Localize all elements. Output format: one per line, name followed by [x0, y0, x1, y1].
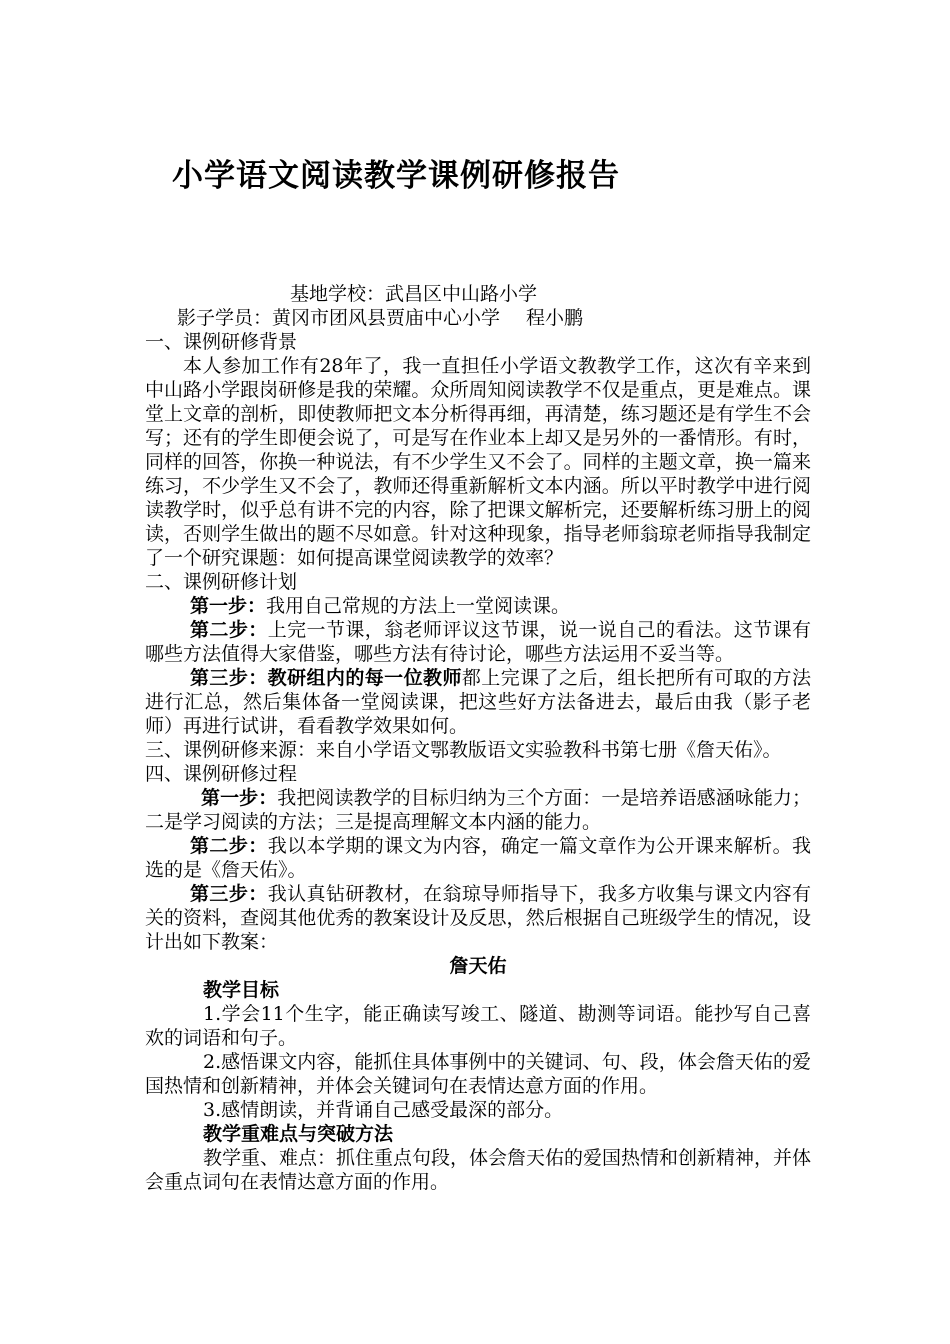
process-step-2-text: 我以本学期的课文为内容，确定一篇文章作为公开课来解析。我选的是《詹天佑》。: [145, 835, 811, 881]
student-label: 影子学员：黄冈市团风县贾庙中心小学: [177, 307, 501, 329]
plan-step-1-text: 我用自己常规的方法上一堂阅读课。: [266, 595, 571, 617]
student-line: [145, 306, 811, 330]
section-1-heading: 一、课例研修背景: [145, 331, 298, 353]
plan-step-3: [145, 666, 811, 738]
teaching-goals-heading: 教学目标: [203, 979, 280, 1001]
plan-step-1: [145, 594, 811, 618]
section-3-line: 三、课例研修来源：来自小学语文鄂教版语文实验教科书第七册《詹天佑》。: [145, 739, 782, 761]
process-step-2: [145, 834, 811, 882]
process-step-3-label: 第三步：: [190, 883, 268, 905]
plan-step-2-text: 上完一节课，翁老师评议这节课，说一说自己的看法。这节课有哪些方法值得大家借鉴，哪些方法有待讨论，哪些方法运用不妥当等。: [145, 619, 811, 665]
plan-step-2: [145, 618, 811, 666]
teaching-goal-3: 3.感情朗读，并背诵自己感受最深的部分。: [203, 1099, 564, 1121]
lesson-title: 詹天佑: [449, 955, 507, 977]
section-2-heading: 二、课例研修计划: [145, 571, 298, 593]
key-points-heading: 教学重难点与突破方法: [203, 1123, 394, 1145]
key-points-text: 教学重、难点：抓住重点句段，体会詹天佑的爱国热情和创新精神，并体会重点词句在表情达意方面的作用。: [145, 1147, 812, 1193]
teaching-goal-1: 1.学会11个生字，能正确读写竣工、隧道、勘测等词语。能抄写自己喜欢的词语和句子。: [145, 1003, 811, 1049]
plan-step-1-label: 第一步：: [190, 595, 267, 617]
document-title: 小学语文阅读教学课例研修报告: [172, 158, 620, 194]
document-body: [145, 282, 811, 1194]
teaching-goal-2: 2.感悟课文内容，能抓住具体事例中的关键词、句、段，体会詹天佑的爱国热情和创新精神，并体会关键词句在表情达意方面的作用。: [145, 1051, 811, 1097]
process-step-1: [145, 786, 811, 834]
process-step-1-text: 我把阅读教学的目标归纳为三个方面：一是培养语感涵咏能力；二是学习阅读的方法；三是提高理解文本内涵的能力。: [145, 787, 811, 833]
student-name: 程小鹏: [526, 307, 584, 329]
process-step-3-text: 我认真钻研教材，在翁琼导师指导下，我多方收集与课文内容有关的资料，查阅其他优秀的教案设计及反思，然后根据自己班级学生的情况，设计出如下教案：: [145, 883, 811, 953]
process-step-2-label: 第二步：: [190, 835, 268, 857]
section-1-paragraph: 本人参加工作有28年了，我一直担任小学语文教教学工作，这次有辛来到中山路小学跟岗研修是我的荣耀。众所周知阅读教学不仅是重点，更是难点。课堂上文章的剖析，即使教师把文本分析得再细，再清楚，练习题还是有学生不会写；还有的学生即便会说了，可是写在作业本上却又是另外的一番情形。有时，同样的回答，你换一种说法，有不少学生又不会了。同样的主题文章，换一篇来练习，不少学生又不会了，教师还得重新解析文本内涵。所以平时教学中进行阅读教学时，似乎总有讲不完的内容，除了把课文解析完，还要解析练习册上的阅读，否则学生做出的题不尽如意。针对这种现象，指导老师翁琼老师指导我制定了一个研究课题：如何提高课堂阅读教学的效率？: [145, 355, 811, 569]
process-step-1-label: 第一步：: [201, 787, 278, 809]
school-line: 基地学校：武昌区中山路小学: [290, 283, 538, 305]
process-step-3: [145, 882, 811, 954]
plan-step-3-text: 都上完课了之后，组长把所有可取的方法进行汇总，然后集体备一堂阅读课，把这些好方法备进去，最后由我（影子老师）再进行试讲，看看教学效果如何。: [145, 667, 811, 737]
plan-step-3-label: 第三步：教研组内的每一位教师: [190, 667, 462, 689]
plan-step-2-label: 第二步：: [190, 619, 268, 641]
section-4-heading: 四、课例研修过程: [145, 763, 298, 785]
